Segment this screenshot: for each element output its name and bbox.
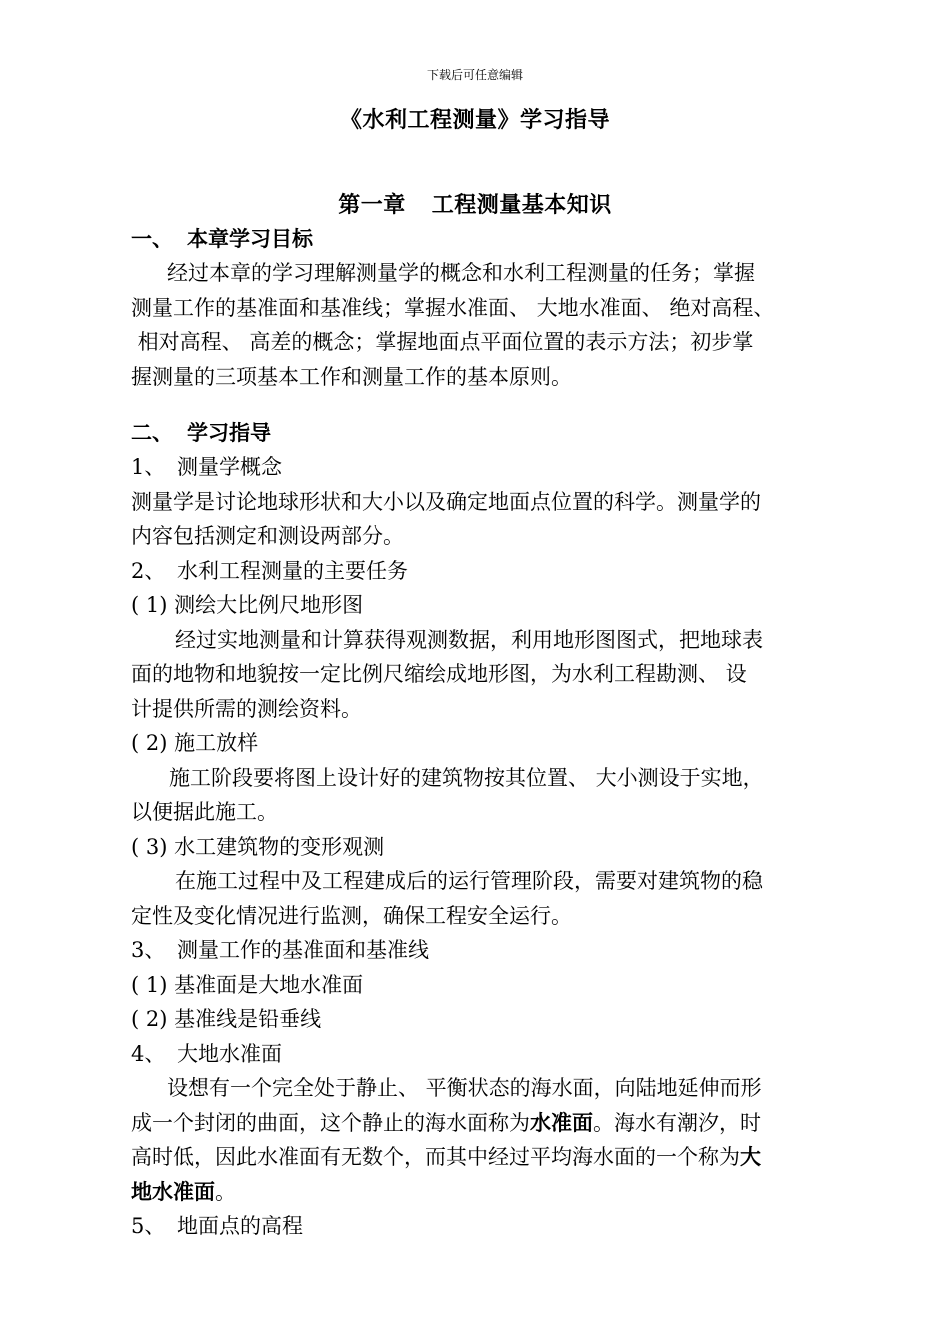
paragraph-line: 定性及变化情况进行监测，确保工程安全运行。 (131, 903, 572, 928)
sub-item-heading (131, 830, 836, 865)
paragraph-line: 面的地物和地貌按一定比例尺缩绘成地形图，为水利工程勘测、 设 (131, 662, 747, 686)
sub-item-title: 基准线是铅垂线 (174, 1007, 322, 1031)
item-title: 测量学概念 (177, 455, 282, 479)
section-number: 二、 (131, 421, 173, 445)
paragraph-line (131, 1140, 836, 1175)
sub-item-title: 测绘大比例尺地形图 (174, 593, 364, 617)
paragraph-line: 在施工过程中及工程建成后的运行管理阶段，需要对建筑物的稳 (175, 869, 763, 893)
item-title: 地面点的高程 (177, 1214, 303, 1238)
chapter-name: 工程测量基本知识 (431, 193, 612, 218)
sub-item-heading (131, 588, 836, 623)
section-number: 一、 (131, 227, 173, 251)
sub-item-number: ( 3) (131, 834, 168, 859)
list-item-heading (131, 1037, 836, 1072)
section-heading (131, 222, 836, 256)
paragraph-line: 测量工作的基准面和基准线；掌握水准面、 大地水准面、 绝对高程、 (131, 295, 775, 320)
item-title: 大地水准面 (177, 1041, 282, 1066)
paragraph-line: 以便据此施工。 (131, 800, 278, 824)
text-run: 。海水有潮汐，时 (593, 1110, 761, 1135)
sub-item-number: ( 2) (131, 1007, 168, 1031)
paragraph-line (131, 1175, 836, 1210)
sub-item-heading (131, 968, 836, 1003)
sub-item-number: ( 1) (131, 972, 168, 997)
chapter-title (0, 188, 950, 219)
paragraph-line: 经过实地测量和计算获得观测数据，利用地形图图式，把地球表 (175, 627, 763, 652)
chapter-number: 第一章 (338, 193, 406, 218)
section-heading (131, 416, 836, 450)
item-number: 4、 (131, 1041, 166, 1066)
paragraph-line: 测量学是讨论地球形状和大小以及确定地面点位置的科学。测量学的 (131, 489, 761, 514)
item-number: 1、 (131, 455, 166, 479)
list-item-heading (131, 933, 836, 968)
item-number: 5、 (131, 1214, 166, 1238)
item-number: 2、 (131, 558, 166, 583)
item-title: 水利工程测量的主要任务 (177, 558, 408, 583)
term-water-level-surface: 水准面 (530, 1110, 593, 1135)
header-note: 下载后可任意编辑 (426, 68, 523, 82)
paragraph-line (131, 1106, 836, 1141)
term-geoid-part2: 地水准面 (131, 1179, 215, 1204)
sub-item-heading (131, 726, 836, 761)
item-title: 测量工作的基准面和基准线 (177, 938, 429, 962)
text-run: 。 (215, 1179, 236, 1204)
sub-item-title: 基准面是大地水准面 (174, 972, 364, 997)
section-title: 本章学习目标 (187, 227, 313, 251)
paragraph-line: 握测量的三项基本工作和测量工作的基本原则。 (131, 364, 572, 389)
paragraph-line: 相对高程、 高差的概念；掌握地面点平面位置的表示方法；初步掌 (131, 330, 754, 354)
list-item-heading (131, 554, 836, 589)
text-run: 高时低，因此水准面有无数个，而其中经过平均海水面的一个称为 (131, 1145, 740, 1169)
paragraph-line: 施工阶段要将图上设计好的建筑物按其位置、 大小测设于实地， (169, 765, 764, 790)
list-item-heading (131, 450, 836, 485)
sub-item-number: ( 2) (131, 731, 168, 755)
paragraph-line: 经过本章的学习理解测量学的概念和水利工程测量的任务；掌握 (167, 261, 755, 285)
document-title: 《水利工程测量》学习指导 (339, 108, 610, 133)
section-title: 学习指导 (187, 421, 271, 445)
paragraph-line: 内容包括测定和测设两部分。 (131, 524, 404, 548)
sub-item-title: 水工建筑物的变形观测 (174, 834, 385, 859)
paragraph-line: 计提供所需的测绘资料。 (131, 696, 362, 721)
sub-item-title: 施工放样 (174, 731, 259, 755)
text-run: 成一个封闭的曲面，这个静止的海水面称为 (131, 1110, 530, 1135)
term-geoid-part1: 大 (740, 1145, 761, 1169)
sub-item-number: ( 1) (131, 593, 168, 617)
item-number: 3、 (131, 938, 166, 962)
sub-item-heading (131, 1002, 836, 1037)
document-body (131, 222, 836, 1244)
paragraph-line: 设想有一个完全处于静止、 平衡状态的海水面，向陆地延伸而形 (167, 1076, 762, 1100)
list-item-heading (131, 1209, 836, 1244)
